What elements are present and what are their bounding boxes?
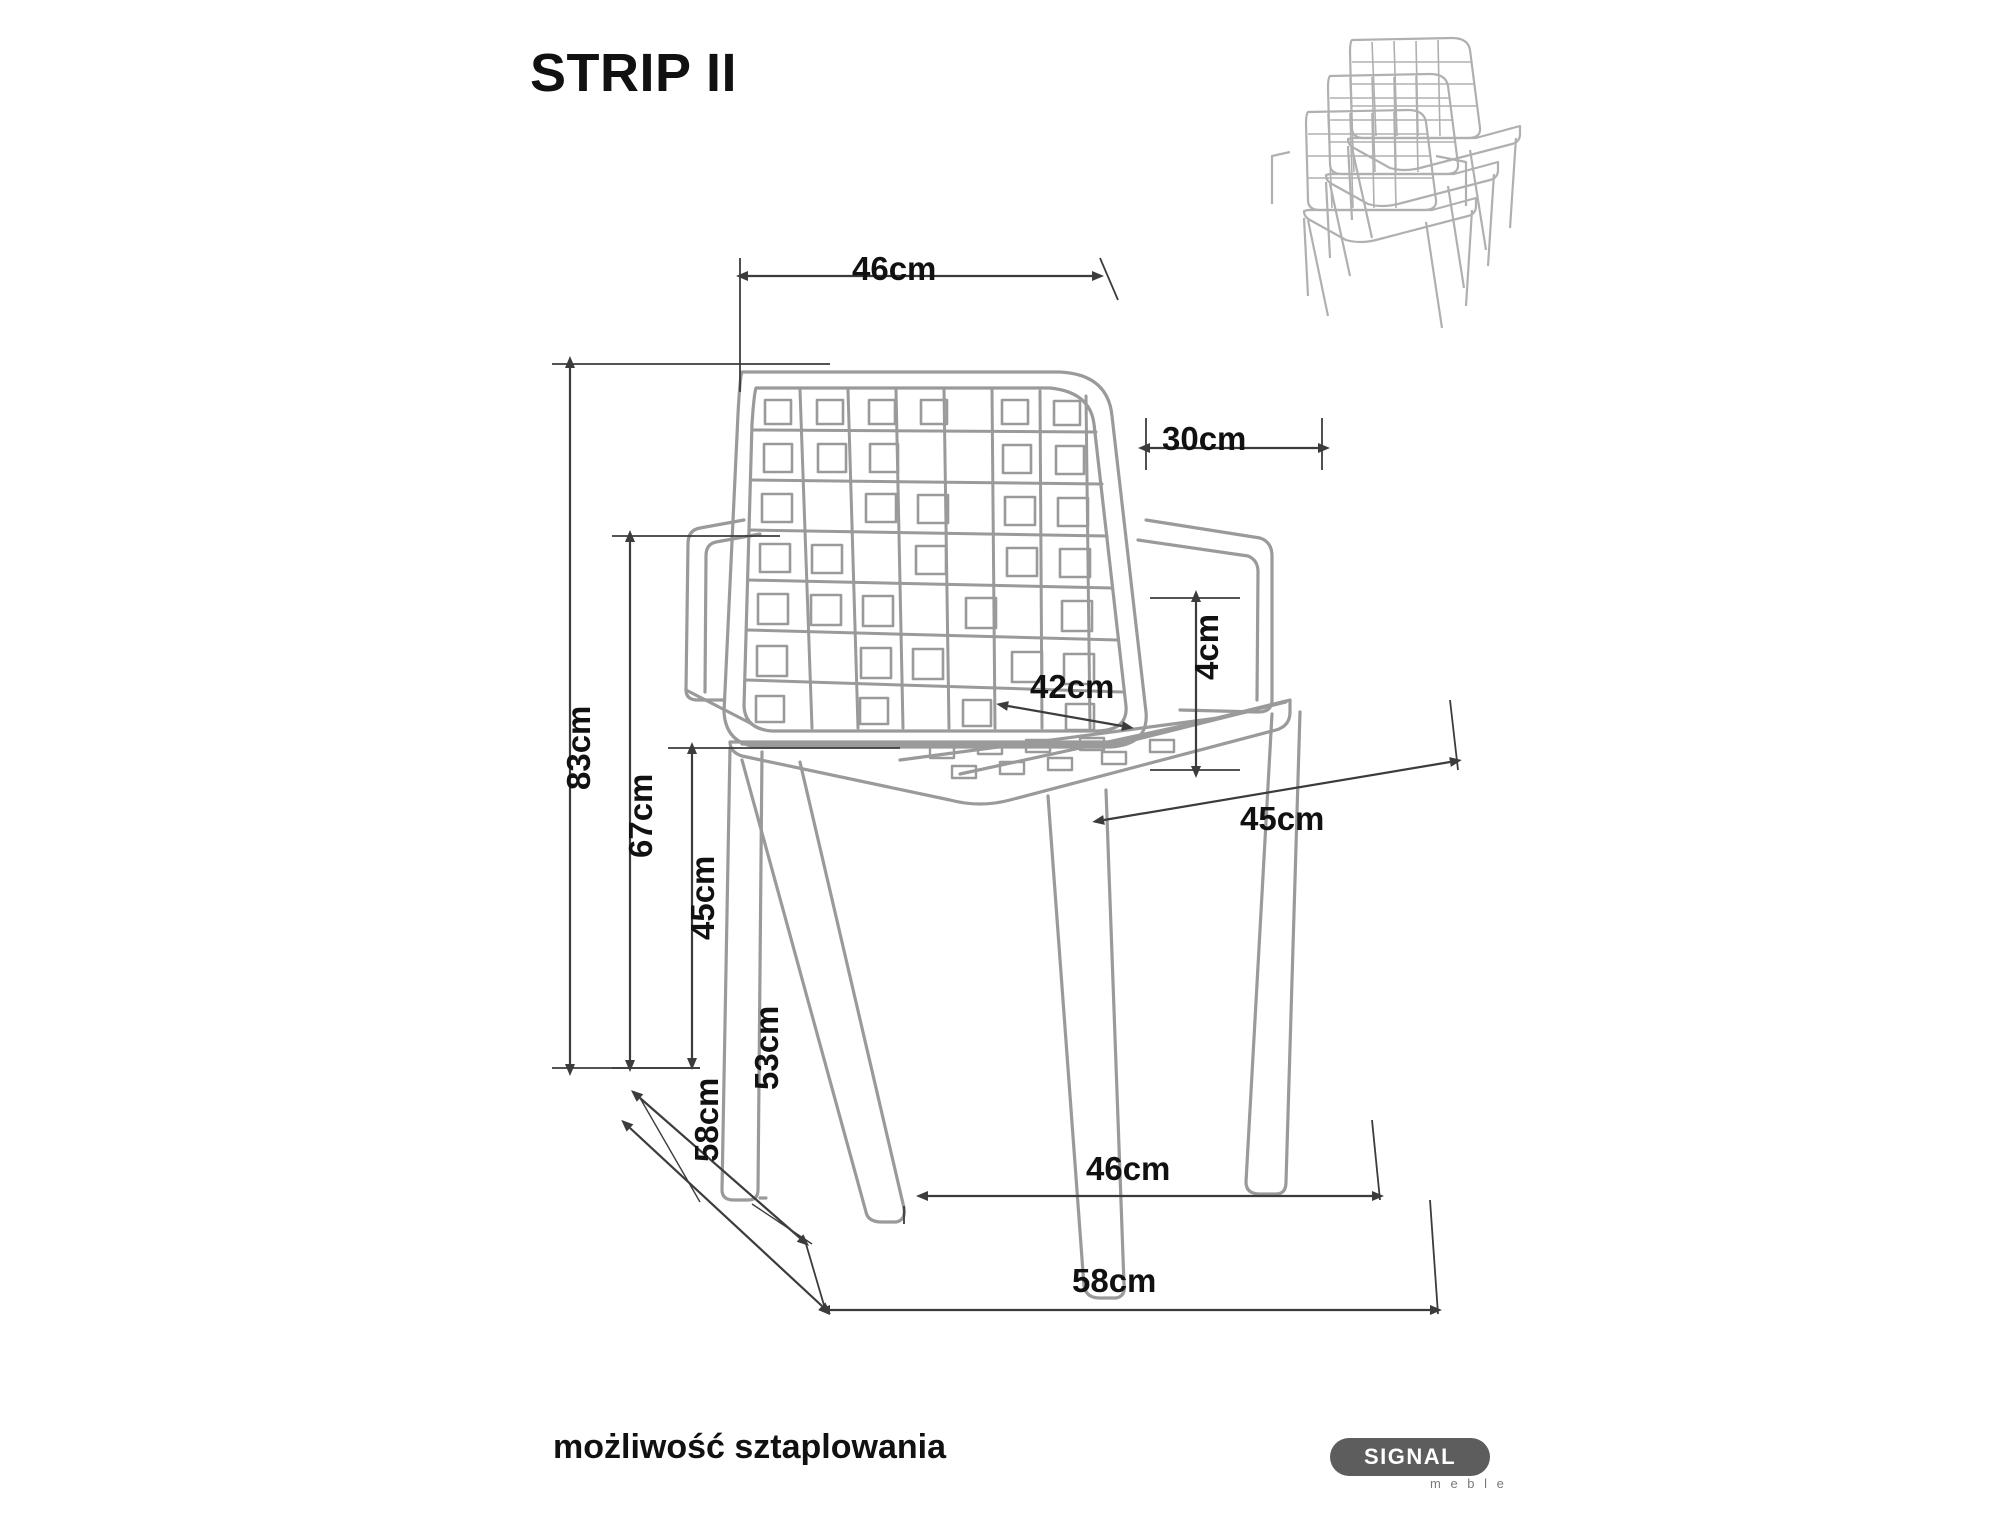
page-title: STRIP II (530, 43, 738, 103)
dimension-label-depth-lower: 58cm (688, 1077, 725, 1162)
dimension-label-armrest-depth: 30cm (1162, 420, 1247, 457)
stacking-thumbnail (1272, 38, 1520, 328)
dimension-label-back-width: 46cm (852, 250, 937, 287)
dimension-label-depth-upper: 53cm (748, 1005, 785, 1090)
brand-subtitle: m e b l e (1430, 1476, 1507, 1491)
brand-logo (1330, 1438, 1520, 1492)
dimension-label-back-height: 67cm (622, 773, 659, 858)
dimension-label-base-width-lower: 58cm (1072, 1262, 1157, 1299)
dimension-label-seat-thickness: 4cm (1188, 613, 1225, 680)
dimension-label-seat-width: 42cm (1030, 668, 1115, 705)
dimension-label-base-width-upper: 46cm (1086, 1150, 1171, 1187)
brand-pill (1330, 1438, 1490, 1476)
stacking-caption: możliwość sztaplowania (553, 1428, 946, 1466)
chair-illustration (686, 372, 1300, 1298)
dimension-label-seat-depth: 45cm (1240, 800, 1325, 837)
dimension-label-total-height: 83cm (560, 705, 597, 790)
dimension-label-seat-height: 45cm (684, 855, 721, 940)
brand-name: SIGNAL (1363, 1444, 1457, 1469)
